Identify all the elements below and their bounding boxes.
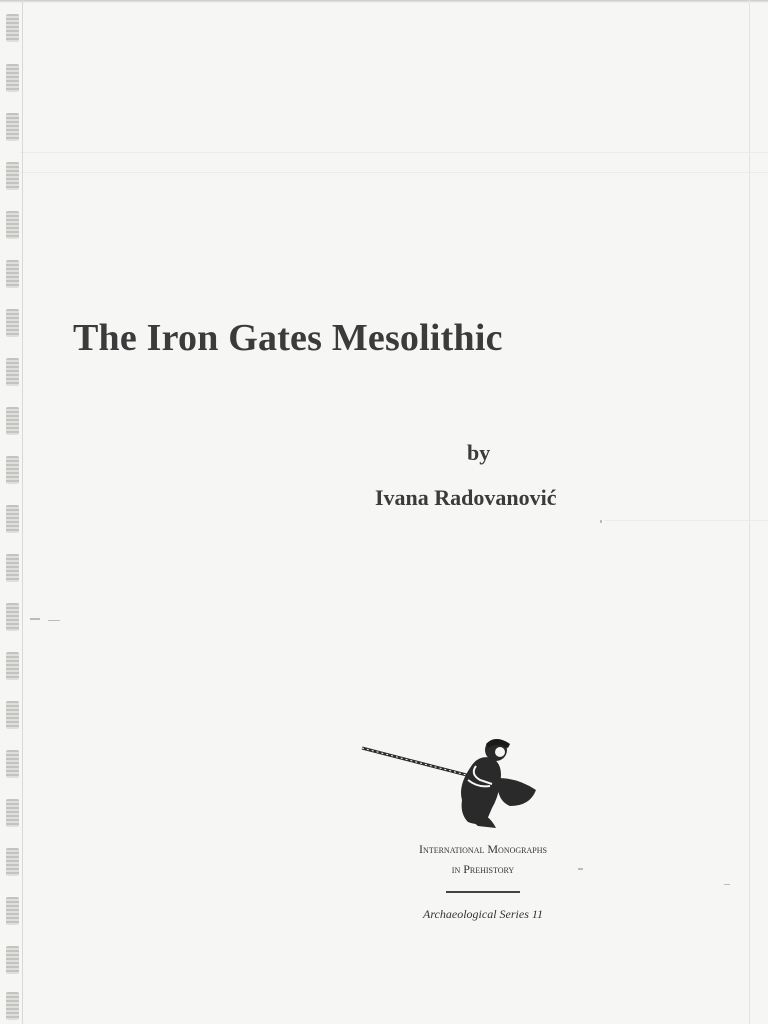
binding-hole — [6, 652, 19, 680]
scan-top-edge — [0, 0, 768, 3]
binding-hole — [6, 701, 19, 729]
binding-hole — [6, 603, 19, 631]
scan-artifact-line — [20, 152, 768, 153]
byline: by — [467, 440, 491, 465]
binding-hole — [6, 505, 19, 533]
binding-hole — [6, 64, 19, 92]
series-number: Archaeological Series 11 — [423, 907, 543, 921]
binding-hole — [6, 358, 19, 386]
binding-hole — [6, 113, 19, 141]
scan-speck — [600, 520, 602, 523]
scan-artifact-line — [605, 520, 768, 521]
scan-right-edge — [749, 0, 750, 1024]
binding-hole — [6, 750, 19, 778]
binding-hole — [6, 456, 19, 484]
book-title: The Iron Gates Mesolithic — [73, 317, 503, 359]
scan-artifact-line — [20, 172, 768, 173]
binding-hole — [6, 897, 19, 925]
spiral-binding — [0, 0, 26, 1024]
author-name: Ivana Radovanović — [375, 485, 557, 510]
binding-hole — [6, 14, 19, 42]
binding-hole — [6, 946, 19, 974]
series-name-line-2: in Prehistory — [451, 862, 515, 876]
scan-speck — [724, 884, 730, 885]
binding-hole — [6, 992, 19, 1020]
scan-speck — [30, 618, 40, 620]
binding-hole — [6, 309, 19, 337]
series-divider — [446, 891, 520, 893]
binding-hole — [6, 407, 19, 435]
binding-hole — [6, 848, 19, 876]
digger-with-shovel-icon — [358, 730, 548, 835]
scan-speck — [48, 620, 60, 621]
binding-edge — [22, 0, 23, 1024]
binding-hole — [6, 211, 19, 239]
series-name-line-1: International Monographs — [419, 842, 547, 856]
binding-hole — [6, 799, 19, 827]
binding-hole — [6, 260, 19, 288]
binding-hole — [6, 554, 19, 582]
binding-hole — [6, 162, 19, 190]
